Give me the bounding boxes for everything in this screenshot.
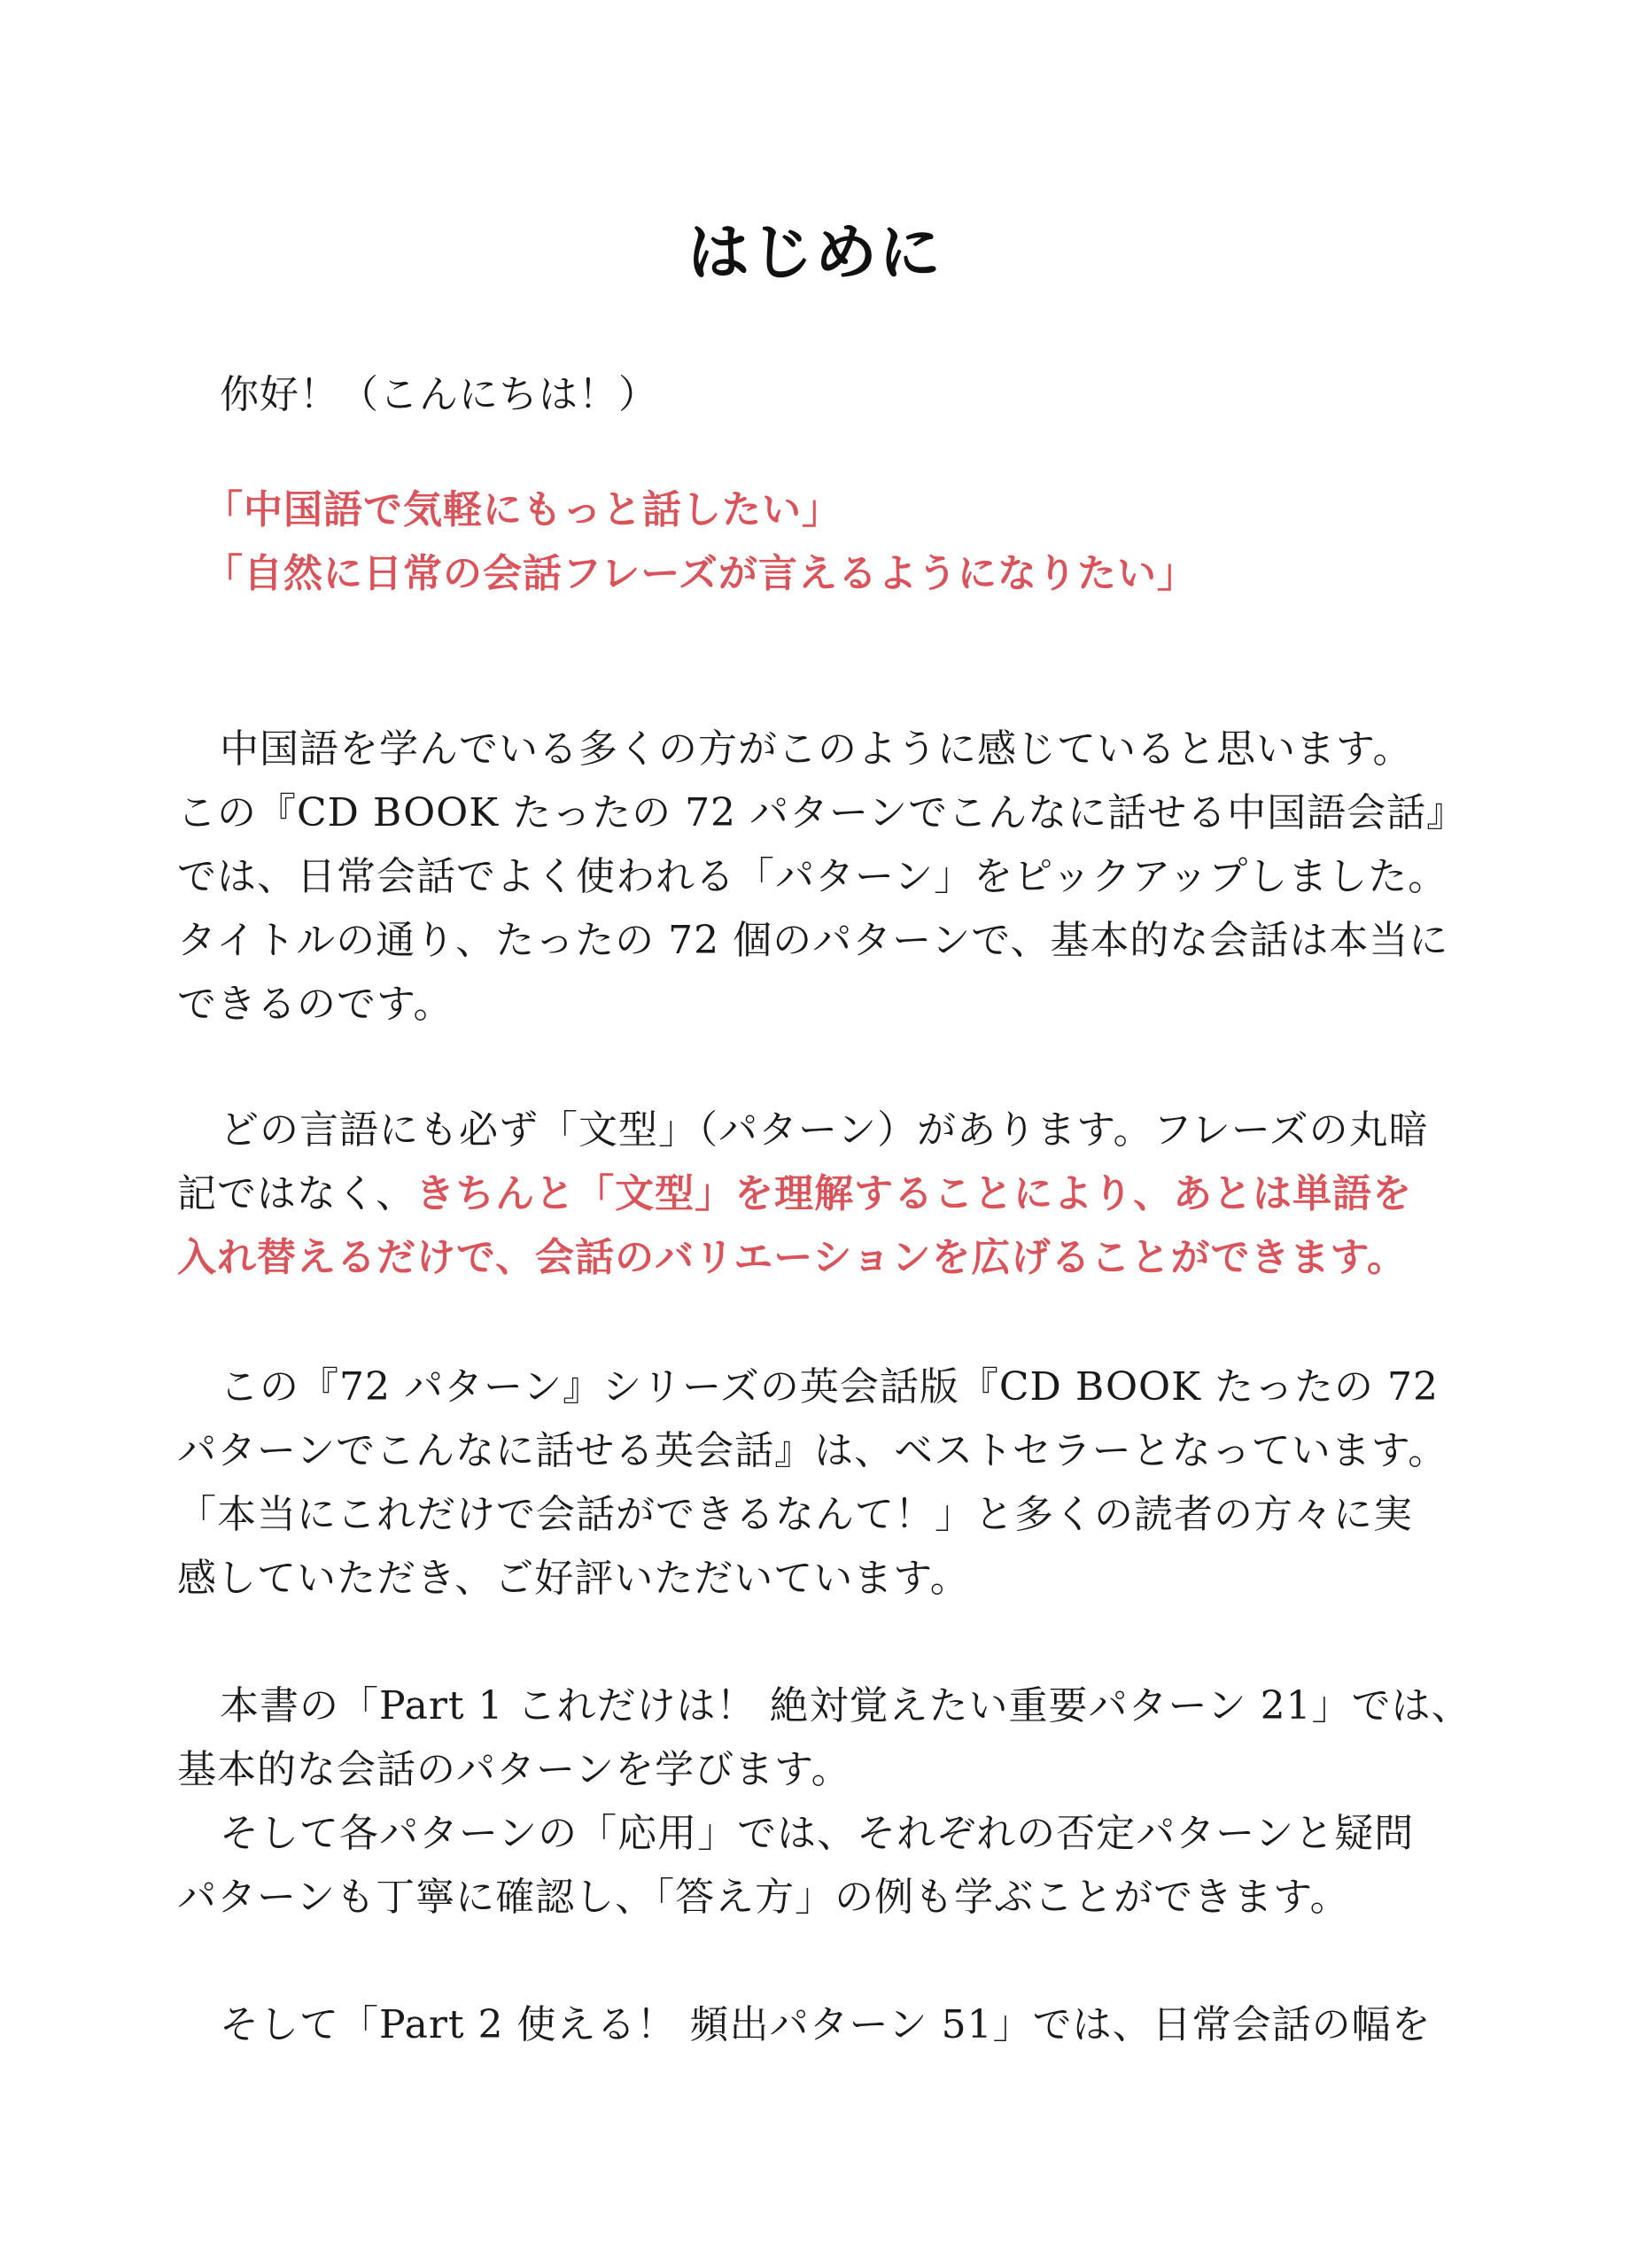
paragraph-6-line-1: そして「Part 2 使える！ 頻出パターン 51」では、日常会話の幅を xyxy=(220,2002,1432,2047)
page-title: はじめに xyxy=(687,216,943,289)
paragraph-2-line-2-highlight: きちんと「文型」を理解することにより、あとは単語を xyxy=(415,1171,1413,1216)
paragraph-1 xyxy=(177,718,1467,1037)
quote-line-2: 「自然に日常の会話フレーズが言えるようになりたい」 xyxy=(204,551,1198,596)
paragraph-1-line-4: タイトルの通り、たったの 72 個のパターンで、基本的な会話は本当に xyxy=(177,918,1449,963)
paragraph-5 xyxy=(177,1802,1453,1930)
paragraph-3-line-2: パターンでこんなに話せる英会話』は、ベストセラーとなっています。 xyxy=(177,1428,1448,1473)
greeting-paragraph xyxy=(177,363,1453,427)
quote-line-1: 「中国語で気軽にもっと話したい」 xyxy=(204,487,842,532)
greeting-line: 你好！（こんにちは！） xyxy=(220,372,658,417)
paragraph-3-line-1: この『72 パターン』シリーズの英会話版『CD BOOK たったの 72 xyxy=(220,1364,1439,1410)
paragraph-1-line-5: できるのです。 xyxy=(177,982,454,1027)
paragraph-6 xyxy=(177,1993,1453,2057)
paragraph-1-line-1: 中国語を学んでいる多くの方がこのように感じていると思います。 xyxy=(220,726,1413,772)
paragraph-1-line-2: この『CD BOOK たったの 72 パターンでこんなに話せる中国語会話』 xyxy=(177,790,1467,835)
paragraph-4-line-1: 本書の「Part 1 これだけは！ 絶対覚えたい重要パターン 21」では、 xyxy=(220,1683,1471,1728)
paragraph-5-line-2: パターンも丁寧に確認し、「答え方」の例も学ぶことができます。 xyxy=(177,1875,1350,1920)
paragraph-4 xyxy=(177,1674,1471,1802)
paragraph-3-line-4: 感していただき、ご好評いただいています。 xyxy=(177,1556,970,1601)
paragraph-1-line-3: では、日常会話でよく使われる「パターン」をピックアップしました。 xyxy=(177,854,1448,899)
paragraph-2-line-2-plain: 記ではなく、 xyxy=(177,1171,416,1216)
paragraph-3-line-3: 「本当にこれだけで会話ができるなんて！」と多くの読者の方々に実 xyxy=(177,1492,1413,1537)
highlighted-quotes xyxy=(204,478,1444,606)
paragraph-4-line-2: 基本的な会話のパターンを学びます。 xyxy=(177,1747,851,1792)
paragraph-2 xyxy=(177,1099,1453,1290)
paragraph-2-line-3-highlight: 入れ替えるだけで、会話のバリエーションを広げることができます。 xyxy=(177,1235,1407,1280)
paragraph-2-line-2 xyxy=(177,1162,1453,1226)
paragraph-5-line-1: そして各パターンの「応用」では、それぞれの否定パターンと疑問 xyxy=(220,1811,1415,1856)
paragraph-3 xyxy=(177,1355,1453,1611)
paragraph-2-line-1: どの言語にも必ず「文型」（パターン）があります。フレーズの丸暗 xyxy=(220,1107,1429,1153)
